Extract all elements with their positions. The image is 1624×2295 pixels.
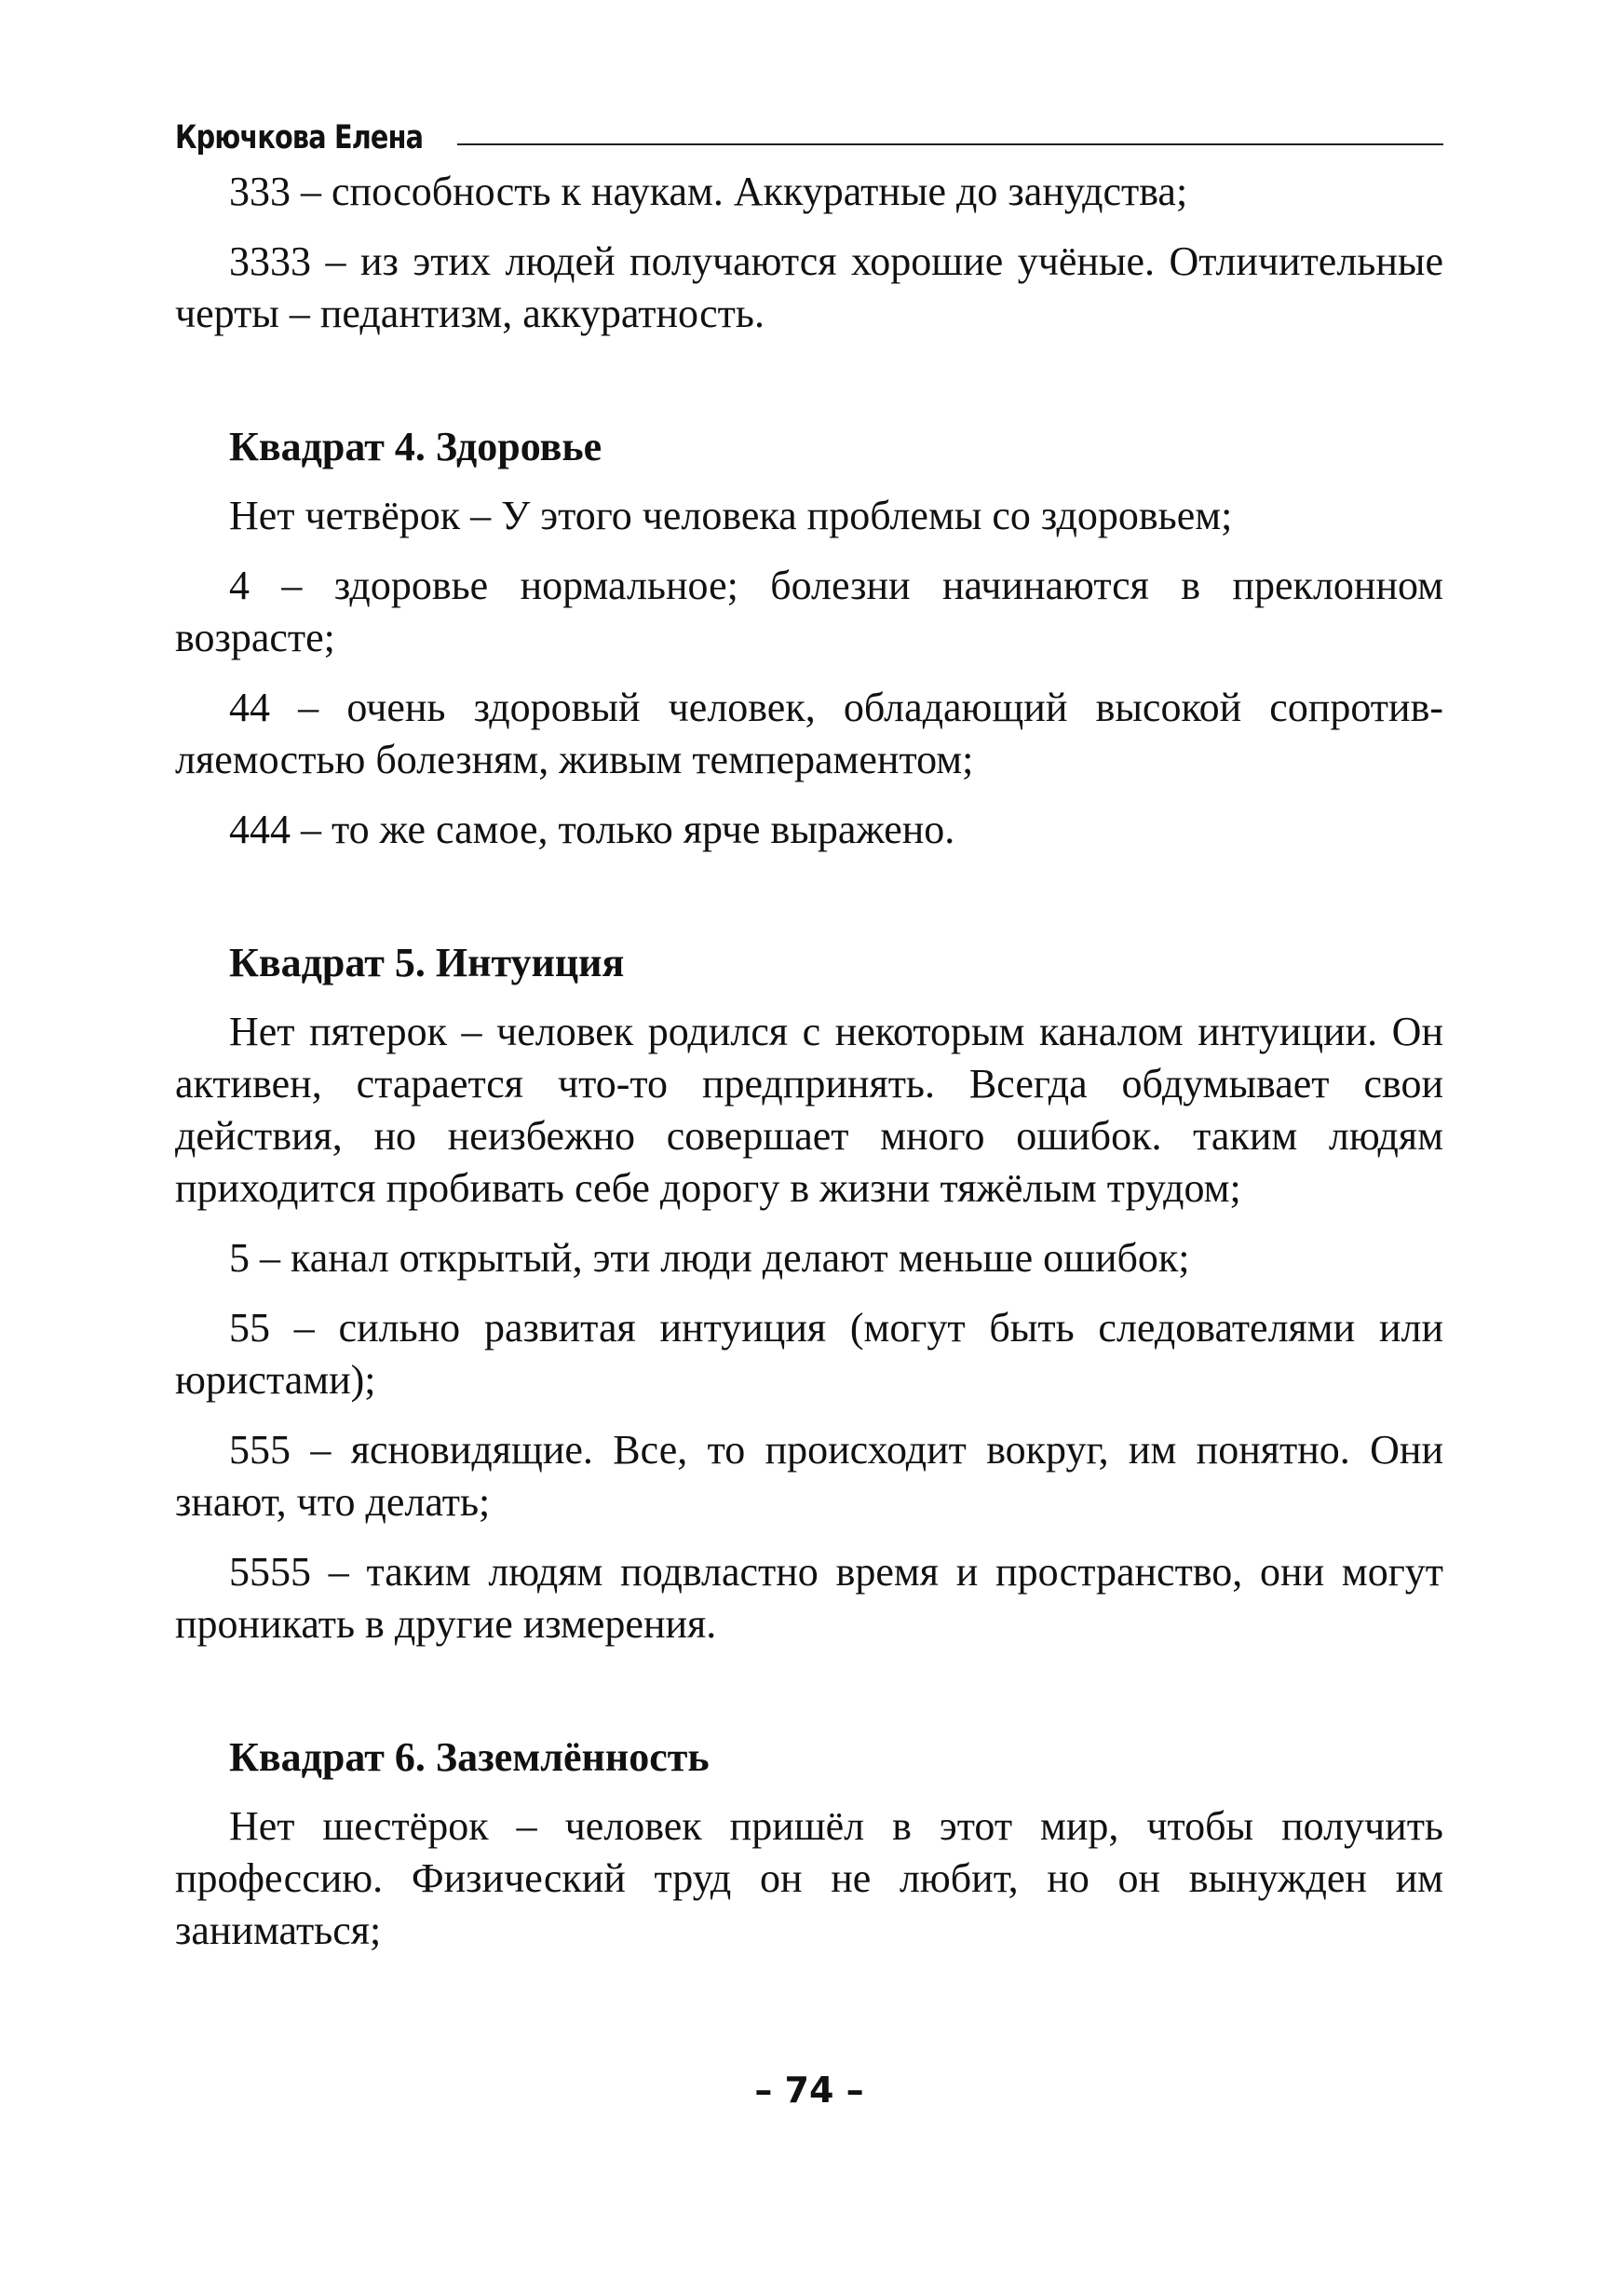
running-header	[175, 101, 1443, 156]
page-number: – 74 –	[754, 2070, 864, 2111]
paragraph: Нет шестёрок – человек пришёл в этот мир, чтобы получить профессию. Физический труд он не любит, но он вынужден им заниматься;	[175, 1803, 1443, 1953]
paragraph: Нет четвёрок – У этого человека проблемы со здоровьем;	[229, 493, 1233, 538]
paragraph: 5 – канал открытый, эти люди делают меньше ошибок;	[229, 1235, 1190, 1281]
section-gap	[175, 358, 1443, 421]
header-rule	[457, 143, 1443, 145]
paragraph: Нет пятерок – человек родился с некоторым каналом интуиции. Он активен, старается что-то предпринять. Всегда обдумывает свои действия, но неизбежно совершает много ошибок. таким людям приходится пробивать себе дорогу в жизни тяжёлым трудом;	[175, 1009, 1443, 1211]
paragraph: 44 – очень здоровый человек, обладающий высокой сопротивляемостью болезням, живым темпераментом;	[175, 685, 1443, 782]
section-heading-square-4: Квадрат 4. Здоровье	[229, 424, 602, 469]
paragraph: 4 – здоровье нормальное; болезни начинаются в преклонном возрасте;	[175, 563, 1443, 660]
section-heading-square-6: Квадрат 6. Заземлённость	[229, 1734, 710, 1780]
section-heading-square-5: Квадрат 5. Интуиция	[229, 940, 625, 985]
section-gap	[175, 874, 1443, 937]
book-page	[175, 0, 1443, 2295]
paragraph: 555 – ясновидящие. Все, то происходит вокруг, им понятно. Они знают, что делать;	[175, 1427, 1443, 1525]
paragraph: 333 – способность к наукам. Аккуратные до занудства;	[229, 169, 1188, 214]
paragraph: 3333 – из этих людей получаются хорошие учёные. Отличительные черты – педантизм, аккуратность.	[175, 238, 1443, 336]
body-text	[175, 166, 1443, 1975]
section-gap	[175, 1668, 1443, 1731]
paragraph: 55 – сильно развитая интуиция (могут быть следователями или юристами);	[175, 1305, 1443, 1403]
paragraph: 444 – то же самое, только ярче выражено.	[229, 807, 955, 852]
author-name: Крючкова Елена	[175, 119, 424, 156]
paragraph: 5555 – таким людям подвластно время и пространство, они могут проникать в другие измерения.	[175, 1549, 1443, 1647]
